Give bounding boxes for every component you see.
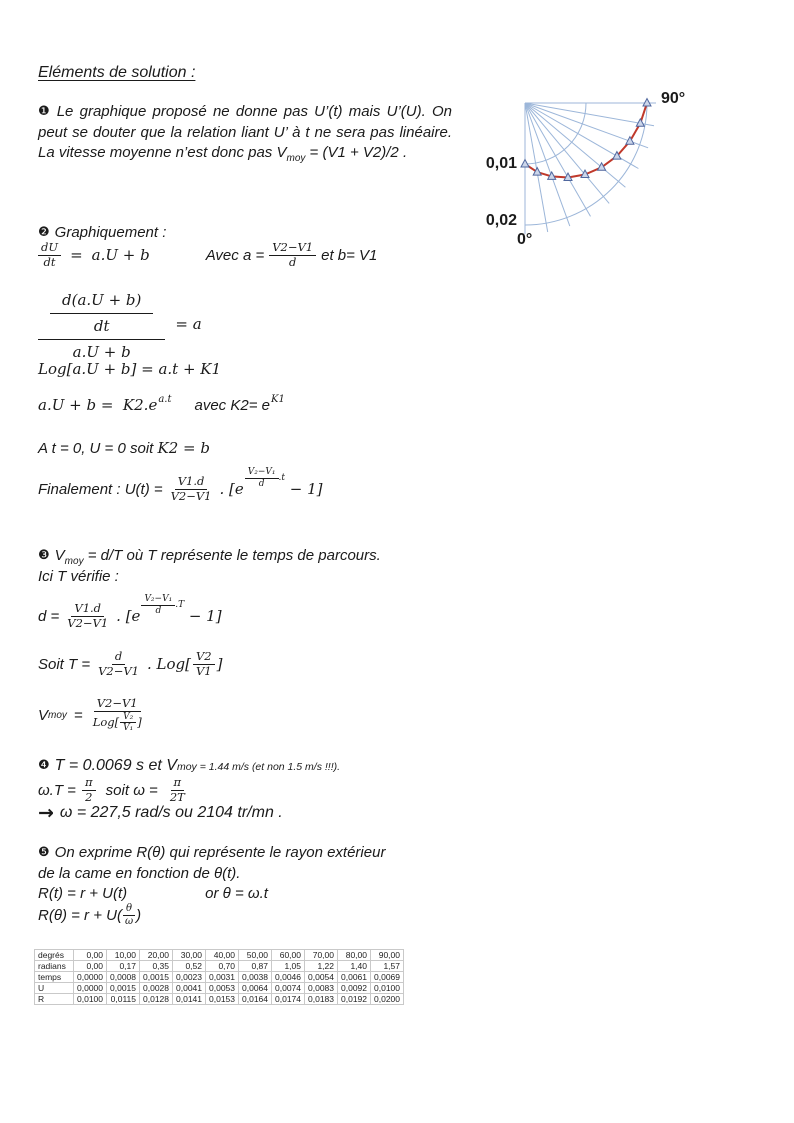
table-cell: 0,0083 <box>305 983 338 994</box>
table-row <box>35 983 404 994</box>
table-cell: 1,40 <box>338 961 371 972</box>
chart-label-90deg: 90° <box>661 90 686 107</box>
table-cell: 0,0074 <box>272 983 305 994</box>
table-row <box>35 994 404 1005</box>
table-cell: 20,00 <box>140 950 173 961</box>
paragraph-1 <box>38 102 452 168</box>
polar-chart-canvas <box>455 82 794 274</box>
fraction-v1d: $\frac{V1.d}{V2-V1}$ <box>170 474 212 503</box>
equation-vmoy: V moy = V2−V1 Log[ V₂ V₁ ] <box>38 697 145 733</box>
table-cell: 60,00 <box>272 950 305 961</box>
row-label: temps <box>35 972 74 983</box>
table-cell: 0,0183 <box>305 994 338 1005</box>
vmoy-subscript: moy <box>286 152 306 164</box>
table-cell: 70,00 <box>305 950 338 961</box>
table-row <box>35 950 404 961</box>
bullet-1-icon: ❶ <box>38 104 52 119</box>
page-title: Eléments de solution : <box>38 64 196 81</box>
fraction-outer: d(a.U + b) dt a.U + b <box>38 287 165 361</box>
table-row <box>35 961 404 972</box>
section-5-line-4: R(θ) = r + U( θ ω ) <box>38 903 142 927</box>
table-cell: 0,0164 <box>239 994 272 1005</box>
fraction-pi-2T: $\frac{\pi}{2T}$ <box>169 775 185 804</box>
fraction-vmoy: V2−V1 Log[ V₂ V₁ ] <box>92 696 142 734</box>
cam-profile-chart <box>455 82 794 274</box>
section-5-line-1: ❺ On exprime R(θ) qui représente le rayon extérieur <box>38 844 386 861</box>
table-cell: 0,0053 <box>206 983 239 994</box>
table-cell: 0,0041 <box>173 983 206 994</box>
section-3-line-1: ❸ $V_{moy} = d/T$ où T représente le temps de parcours. <box>38 547 381 567</box>
equation-final-ut: Finalement : U(t) = $\frac{V1.d}{V2-V1}$ . [e V₂−V₁ d .t − 1] <box>38 467 323 503</box>
row-label: U <box>35 983 74 994</box>
chart-label-0deg: 0° <box>517 231 533 248</box>
table-cell: 0,0031 <box>206 972 239 983</box>
table-cell: 90,00 <box>371 950 404 961</box>
table-cell: 0,0008 <box>107 972 140 983</box>
fraction-a: $\frac{V2-V1}{d}$ <box>269 241 316 270</box>
table-row <box>35 972 404 983</box>
table-cell: 0,0000 <box>74 983 107 994</box>
table-cell: 0,0192 <box>338 994 371 1005</box>
exponent-fraction: V₂−V₁ d .t <box>245 467 285 489</box>
table-cell: 0,70 <box>206 961 239 972</box>
fraction-pi-2: $\frac{\pi}{2}$ <box>82 776 96 805</box>
paragraph-1-text: Le graphique proposé ne donne pas U’(t) mais U’(U). On peut se douter que la relation liant U’ à t ne sera pas linéaire. La vitesse moyenne n’est donc pas V <box>38 103 452 161</box>
table-cell: 0,0061 <box>338 972 371 983</box>
section-4-line-2: ω.T = $\frac{\pi}{2}$ soit ω = $\frac{\pi}{2T}$ <box>38 776 188 805</box>
paragraph-1-tail: = (V1 + V2)/2 . <box>305 143 408 161</box>
table-cell: 0,0115 <box>107 994 140 1005</box>
equation-exponential: a.U + b = K2.e a.t avec K2= e K1 <box>38 393 285 414</box>
equation-log: Log[a.U + b] = a.t + K1 <box>38 360 222 378</box>
table-cell: 0,0092 <box>338 983 371 994</box>
equation-derivative-ratio: d(a.U + b) dt a.U + b = a <box>38 287 202 361</box>
section-5-line-3: R(t) = r + U(t) or θ = ω.t <box>38 885 268 902</box>
fraction-v1d-2: $\frac{V1.d}{V2-V1}$ <box>67 601 109 630</box>
values-table <box>34 949 404 1005</box>
equation-initial-condition: A t = 0, U = 0 soit K2 = b <box>38 439 210 457</box>
chart-label-r-0-01: 0,01 <box>485 155 517 172</box>
table-cell: 50,00 <box>239 950 272 961</box>
bullet-3-icon: ❸ <box>38 548 50 563</box>
bullet-2-icon: ❷ <box>38 225 50 240</box>
table-cell: 0,0100 <box>371 983 404 994</box>
row-label: radians <box>35 961 74 972</box>
table-cell: 30,00 <box>173 950 206 961</box>
table-cell: 0,0015 <box>140 972 173 983</box>
table-cell: 0,0100 <box>74 994 107 1005</box>
table-cell: 0,0141 <box>173 994 206 1005</box>
table-cell: 0,0153 <box>206 994 239 1005</box>
section-2-heading <box>38 224 166 241</box>
table-cell: 0,00 <box>74 950 107 961</box>
section-4-line-3: → ω = 227,5 rad/s ou 2104 tr/mn . <box>38 802 283 824</box>
fraction-du-dt: $\frac{dU}{dt}$ <box>38 241 61 270</box>
bullet-4-icon: ❹ <box>38 758 50 773</box>
table-cell: 40,00 <box>206 950 239 961</box>
table-cell: 0,0174 <box>272 994 305 1005</box>
table-cell: 0,0046 <box>272 972 305 983</box>
table-cell: 1,57 <box>371 961 404 972</box>
fraction-inner: d(a.U + b) dt <box>50 289 153 336</box>
section-4-line-1: ❹ T = 0.0069 s et Vmoy = 1.44 m/s (et non 1.5 m/s !!!). <box>38 757 341 774</box>
table-cell: 0,35 <box>140 961 173 972</box>
section-5-line-2: de la came en fonction de θ(t). <box>38 865 241 882</box>
table-cell: 80,00 <box>338 950 371 961</box>
section-2-heading-text: Graphiquement : <box>54 224 167 241</box>
fraction-v2v1: V2 V1 <box>193 650 215 679</box>
table-cell: 0,0028 <box>140 983 173 994</box>
row-label: degrés <box>35 950 74 961</box>
section-3-line-2: Ici T vérifie : <box>38 568 119 585</box>
equation-d: d = $\frac{V1.d}{V2-V1}$ . [e V₂−V₁ d .T − 1] <box>38 594 222 630</box>
table-cell: 10,00 <box>107 950 140 961</box>
table-cell: 0,17 <box>107 961 140 972</box>
right-arrow-icon: → <box>38 802 54 824</box>
equation-T: Soit T = $\frac{d}{V2-V1}$ . Log[ V2 V1 ] <box>38 649 223 678</box>
row-label: R <box>35 994 74 1005</box>
table-cell: 0,0069 <box>371 972 404 983</box>
table-cell: 0,87 <box>239 961 272 972</box>
table-cell: 0,52 <box>173 961 206 972</box>
table-cell: 0,0023 <box>173 972 206 983</box>
table-cell: 0,0000 <box>74 972 107 983</box>
table-cell: 0,0015 <box>107 983 140 994</box>
bullet-5-icon: ❺ <box>38 845 50 860</box>
table-cell: 0,0128 <box>140 994 173 1005</box>
fraction-theta-omega: θ ω <box>124 903 134 927</box>
fraction-d-over: $\frac{d}{V2-V1}$ <box>98 649 139 678</box>
table-cell: 0,0038 <box>239 972 272 983</box>
table-cell: 1,22 <box>305 961 338 972</box>
exponent-fraction-2: V₂−V₁ d .T <box>141 594 184 616</box>
chart-label-r-0-02: 0,02 <box>485 212 517 229</box>
equation-du-dt: $\frac{dU}{dt}$ = a.U + b Avec a = $\frac{V2-V1}{d}$ et b= V1 <box>38 241 377 270</box>
table-cell: 0,0054 <box>305 972 338 983</box>
table-cell: 0,00 <box>74 961 107 972</box>
table-cell: 1,05 <box>272 961 305 972</box>
table-cell: 0,0200 <box>371 994 404 1005</box>
table-cell: 0,0064 <box>239 983 272 994</box>
